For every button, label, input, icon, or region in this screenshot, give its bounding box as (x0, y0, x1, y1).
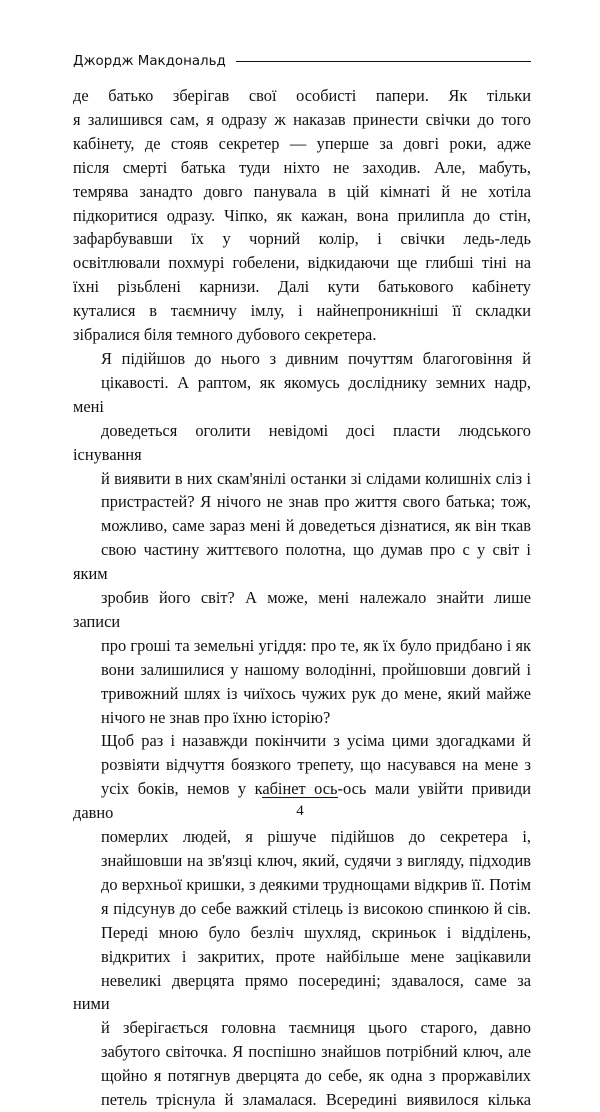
text-line: Щоб раз і назавжди покінчити з усіма цими здогадками й (101, 731, 531, 751)
text-line: темрява занадто довго панувала в цій кімнаті й не хотіла (73, 181, 531, 201)
running-head (73, 49, 531, 73)
text-line: можливо, саме зараз мені й доведеться дізнатися, як він ткав (101, 516, 531, 536)
header-rule (236, 61, 531, 62)
text-line: свою частину життєвого полотна, що думав про с у світ і яким (73, 540, 531, 584)
text-line: після смерті батька туди ніхто не заходив. Але, мабуть, (73, 157, 531, 177)
text-line: невеликі дверцята прямо посередині; здавалося, саме за ними (73, 970, 531, 1014)
text-line: тривожний шлях із чиїхось чужих рук до мене, який майже (101, 683, 531, 703)
text-line: знайшовши на зв'язці ключ, який, судячи з вигляду, підходив (101, 851, 531, 870)
text-line: їхні різьблені карнизи. Далі кути батькового кабінету (73, 277, 531, 297)
text-line: вони залишилися у нашому володінні, пройшовши довгий і (101, 659, 531, 679)
text-line: я підсунув до себе важкий стілець із високою спинкою й сів. (101, 898, 531, 918)
text-line: й виявити в них скам'янілі останки зі слідами колишніх сліз і (101, 468, 531, 488)
body-text (73, 84, 531, 1112)
text-line: підкоритися одразу. Чіпко, як кажан, вона прилипла до стін, (73, 205, 531, 225)
text-line: забутого світочка. Я поспішно знайшов потрібний ключ, але (101, 1042, 531, 1062)
text-line: про гроші та земельні угіддя: про те, як їх було придбано і як (101, 635, 531, 655)
running-head-author: Джордж Макдональд (73, 53, 226, 69)
paragraph (73, 347, 531, 730)
text-line: де батько зберігав свої особисті папери. Як тільки (73, 86, 531, 105)
text-line: відкритих і закритих, проте найбільше мене зацікавили (101, 946, 531, 966)
text-line: освітлювали похмурі гобелени, відкидаючи ще глибші тіні на (73, 253, 531, 273)
text-line: й зберігається головна таємниця цього старого, давно (101, 1018, 531, 1038)
text-line: померлих людей, я рішуче підійшов до секретера і, (101, 827, 531, 847)
text-line: Я підійшов до нього з дивним почуттям благоговіння й (101, 348, 531, 368)
text-line: петель тріснула й зламалася. Всередині виявилося кілька (101, 1090, 531, 1110)
footer-rule (262, 797, 338, 798)
text-line: зібралися біля темного дубового секретера. (73, 325, 377, 345)
text-line: до верхньої кришки, з деякими труднощами відкрив її. Потім (101, 874, 531, 894)
text-line: щойно я потягнув дверцята до себе, як одна з проржавілих (101, 1066, 531, 1086)
text-line: Переді мною було безліч шухляд, скриньок і відділень, (101, 922, 531, 942)
text-line: зробив його світ? А може, мені належало знайти лише записи (73, 588, 531, 631)
text-line: розвіяти відчуття боязкого трепету, що насувався на мене з (101, 755, 531, 775)
paragraph (73, 84, 531, 347)
text-line: пристрастей? Я нічого не знав про життя свого батька; тож, (101, 492, 531, 512)
text-line: куталися в таємничу імлу, і найнепроникніші її складки (73, 301, 531, 321)
text-line: кабінету, де стояв секретер — уперше за довгі роки, адже (73, 133, 531, 153)
text-line: доведеться оголити невідомі досі пласти людського існування (73, 420, 531, 464)
text-line: цікавості. А раптом, як якомусь досліднику земних надр, мені (73, 372, 531, 416)
text-line: зафарбувавши їх у чорний колір, і свічки ледь-ледь (73, 229, 531, 249)
text-line: я залишився сам, я одразу ж наказав принести свічки до того (73, 109, 531, 129)
paragraph (73, 729, 531, 1112)
text-line: усіх боків, немов у кабінет ось-ось мали увійти привиди давно (73, 779, 531, 823)
page-number: 4 (296, 803, 304, 819)
text-line: нічого не знав про їхню історію? (101, 707, 331, 727)
